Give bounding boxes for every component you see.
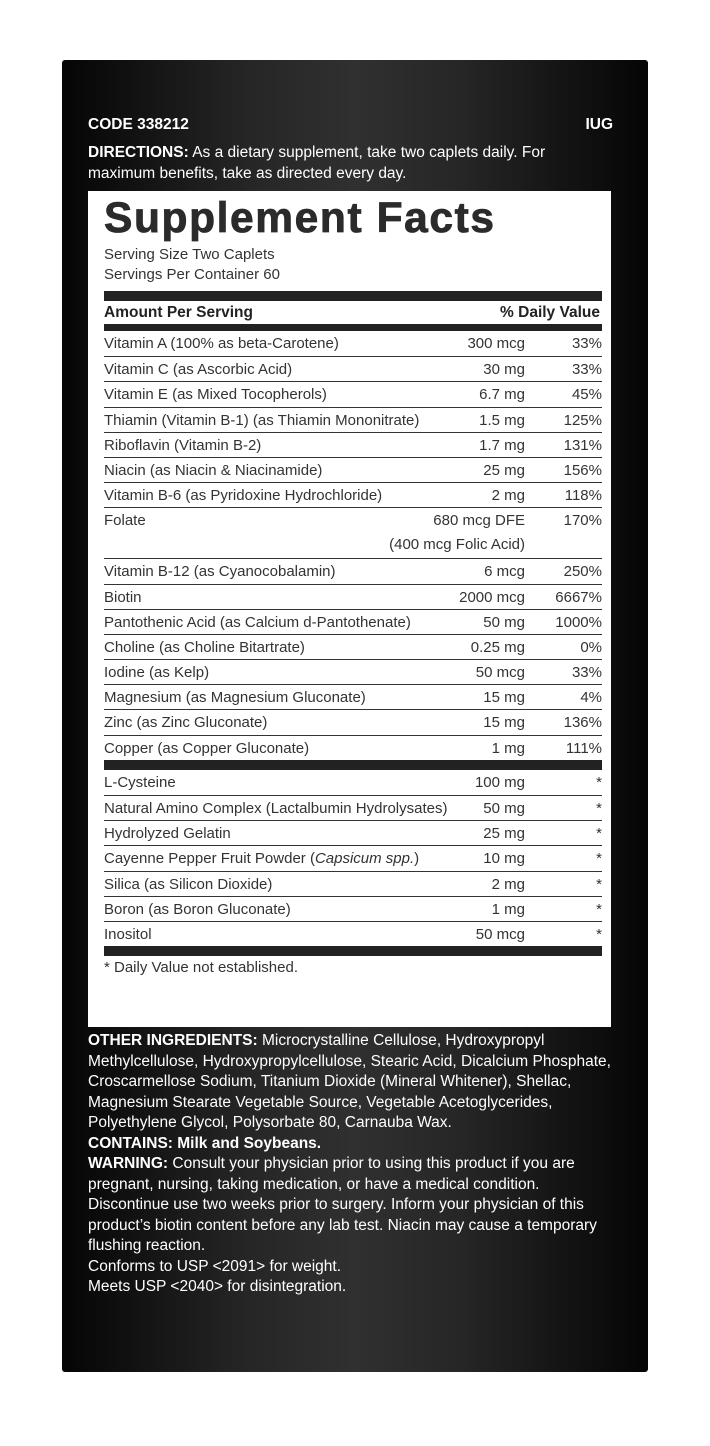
row-amount: 25 mg	[483, 825, 525, 843]
row-name: Thiamin (Vitamin B-1) (as Thiamin Mononitrate)	[104, 411, 420, 429]
row-amount-detail: (400 mcg Folic Acid)	[389, 536, 525, 554]
row-name: Natural Amino Complex (Lactalbumin Hydrolysates)	[104, 800, 448, 817]
supplement-facts-box	[88, 191, 611, 1027]
row-amount: 2000 mcg	[459, 588, 525, 606]
row-name: Riboflavin (Vitamin B-2)	[104, 436, 262, 454]
row-amount: 50 mcg	[475, 925, 525, 943]
row-amount: 1.7 mg	[479, 436, 525, 454]
facts-row	[104, 871, 602, 896]
row-name-italic: Capsicum spp.	[314, 850, 415, 868]
row-name	[104, 846, 419, 871]
row-name: Choline (as Choline Bitartrate)	[104, 638, 305, 656]
row-daily-value: 156%	[563, 461, 602, 479]
row-daily-value: 45%	[571, 386, 602, 404]
other-ingredients	[88, 1031, 618, 1134]
row-daily-value: 4%	[580, 689, 602, 707]
row-name-prefix: Cayenne Pepper Fruit Powder (	[104, 850, 315, 868]
row-amount: 50 mg	[483, 800, 525, 817]
warning-text: Consult your physician prior to using this product if you are pregnant, nursing, taking medication, or have a medical condition. Discontinue use two weeks prior to surgery. Inform your physician of this product’s biotin content before any lab test. Niacin may cause a temporary flushing reaction.	[88, 1155, 597, 1254]
warning-label: WARNING:	[88, 1155, 169, 1172]
contains-text: CONTAINS: Milk and Soybeans.	[88, 1134, 322, 1152]
facts-row	[104, 482, 602, 507]
row-amount: 680 mcg DFE	[433, 512, 525, 530]
facts-row	[104, 432, 602, 457]
row-daily-value: *	[596, 825, 602, 843]
facts-row	[104, 381, 602, 406]
row-name: Iodine (as Kelp)	[104, 664, 210, 682]
row-daily-value: 170%	[563, 512, 602, 530]
facts-row	[104, 770, 602, 795]
row-amount: 2 mg	[491, 875, 525, 893]
row-name: Zinc (as Zinc Gluconate)	[104, 714, 268, 732]
other-ingredients-text: Microcrystalline Cellulose, Hydroxypropyl Methylcellulose, Hydroxypropylcellulose, Stearic Acid, Dicalcium Phosphate, Croscarmellose Sodium, Titanium Dioxide (Mineral Whitener), Shellac, Magnesium Stearate Vegetable Source, Vegetable Acetoglycerides, Polyethylene Glycol, Polysorbate 80, Carnauba Wax.	[88, 1032, 611, 1131]
row-amount: 1.5 mg	[479, 411, 525, 429]
row-name: Boron (as Boron Gluconate)	[104, 900, 291, 918]
row-daily-value: 131%	[563, 436, 602, 454]
row-name: L-Cysteine	[104, 773, 176, 791]
row-daily-value: *	[596, 850, 602, 868]
serving-size: Serving Size Two Caplets	[104, 246, 275, 263]
nutrient-list	[104, 331, 602, 760]
row-name: Vitamin E (as Mixed Tocopherols)	[104, 386, 327, 404]
row-amount: 15 mg	[483, 689, 525, 707]
code-line	[88, 116, 613, 134]
row-name: Vitamin B-6 (as Pyridoxine Hydrochloride)	[104, 487, 383, 505]
row-name: Niacin (as Niacin & Niacinamide)	[104, 461, 323, 479]
row-amount: 0.25 mg	[470, 638, 525, 656]
divider-header	[104, 324, 602, 331]
row-daily-value: *	[596, 800, 602, 817]
facts-row	[104, 845, 602, 870]
row-amount: 300 mcg	[467, 335, 525, 352]
row-amount: 100 mg	[474, 773, 525, 791]
row-amount: 50 mcg	[475, 664, 525, 682]
facts-header-row	[104, 301, 602, 324]
row-name: Vitamin C (as Ascorbic Acid)	[104, 361, 293, 379]
facts-row	[104, 820, 602, 845]
row-daily-value: *	[596, 925, 602, 943]
other-ingredients-label: OTHER INGREDIENTS:	[88, 1032, 258, 1049]
row-daily-value: *	[596, 875, 602, 893]
usp-disintegration: Meets USP <2040> for disintegration.	[88, 1278, 347, 1295]
row-name: Inositol	[104, 925, 152, 943]
row-daily-value: *	[596, 900, 602, 918]
row-daily-value: 250%	[563, 563, 602, 581]
usp-weight: Conforms to USP <2091> for weight.	[88, 1257, 342, 1275]
row-amount: 15 mg	[483, 714, 525, 732]
facts-row	[104, 457, 602, 482]
directions-text: As a dietary supplement, take two caplets daily. For maximum benefits, take as directed every day.	[88, 144, 546, 182]
row-amount: 6.7 mg	[479, 386, 525, 404]
facts-row	[104, 507, 602, 558]
row-amount: 1 mg	[491, 900, 525, 918]
product-code: CODE 338212	[88, 116, 189, 133]
facts-row	[104, 896, 602, 921]
row-amount: 10 mg	[483, 850, 525, 868]
row-name: Magnesium (as Magnesium Gluconate)	[104, 689, 366, 707]
divider-bottom	[104, 946, 602, 956]
row-daily-value: 136%	[563, 714, 602, 732]
facts-row	[104, 609, 602, 634]
facts-row	[104, 684, 602, 709]
row-amount: 1 mg	[491, 739, 525, 757]
row-amount: 30 mg	[483, 361, 525, 379]
amount-per-serving-label: Amount Per Serving	[104, 304, 253, 321]
row-name: Copper (as Copper Gluconate)	[104, 739, 310, 757]
facts-row	[104, 795, 602, 820]
row-name: Vitamin A (100% as beta-Carotene)	[104, 335, 339, 352]
directions	[88, 143, 613, 184]
warning	[88, 1154, 618, 1257]
row-daily-value: 1000%	[555, 613, 602, 631]
facts-row	[104, 634, 602, 659]
facts-title: Supplement Facts	[104, 195, 496, 242]
facts-row	[104, 735, 602, 760]
serving-info	[104, 245, 602, 285]
row-name: Vitamin B-12 (as Cyanocobalamin)	[104, 563, 336, 581]
row-name-suffix: )	[414, 850, 420, 868]
row-daily-value: 33%	[571, 664, 602, 682]
row-name: Pantothenic Acid (as Calcium d-Pantothenate)	[104, 613, 411, 631]
row-amount: 6 mcg	[484, 563, 525, 581]
directions-label: DIRECTIONS:	[88, 144, 189, 161]
row-name: Folate	[104, 512, 146, 530]
row-daily-value: 125%	[563, 411, 602, 429]
facts-row	[104, 407, 602, 432]
row-daily-value: 0%	[580, 638, 602, 656]
facts-row	[104, 356, 602, 381]
product-code-right: IUG	[585, 116, 613, 133]
footnote: * Daily Value not established.	[104, 959, 299, 977]
row-amount: 25 mg	[483, 461, 525, 479]
facts-row	[104, 331, 602, 356]
facts-row	[104, 558, 602, 583]
facts-row	[104, 709, 602, 734]
other-list	[104, 770, 602, 946]
facts-row	[104, 584, 602, 609]
servings-per-container: Servings Per Container 60	[104, 266, 280, 283]
row-daily-value: 111%	[565, 739, 602, 757]
row-name: Hydrolyzed Gelatin	[104, 825, 231, 843]
row-daily-value: 33%	[571, 335, 602, 352]
row-name: Biotin	[104, 588, 142, 606]
row-amount: 2 mg	[491, 487, 525, 505]
row-amount: 50 mg	[483, 613, 525, 631]
divider-mid	[104, 760, 602, 770]
row-daily-value: 6667%	[555, 588, 602, 606]
row-name: Silica (as Silicon Dioxide)	[104, 875, 273, 893]
daily-value-label: % Daily Value	[500, 304, 600, 321]
row-daily-value: 118%	[564, 487, 602, 505]
facts-row	[104, 659, 602, 684]
label-bottom-text	[88, 1031, 618, 1298]
contains	[88, 1134, 618, 1155]
row-daily-value: *	[596, 773, 602, 791]
row-daily-value: 33%	[571, 361, 602, 379]
facts-row	[104, 921, 602, 946]
divider-thick	[104, 291, 602, 301]
